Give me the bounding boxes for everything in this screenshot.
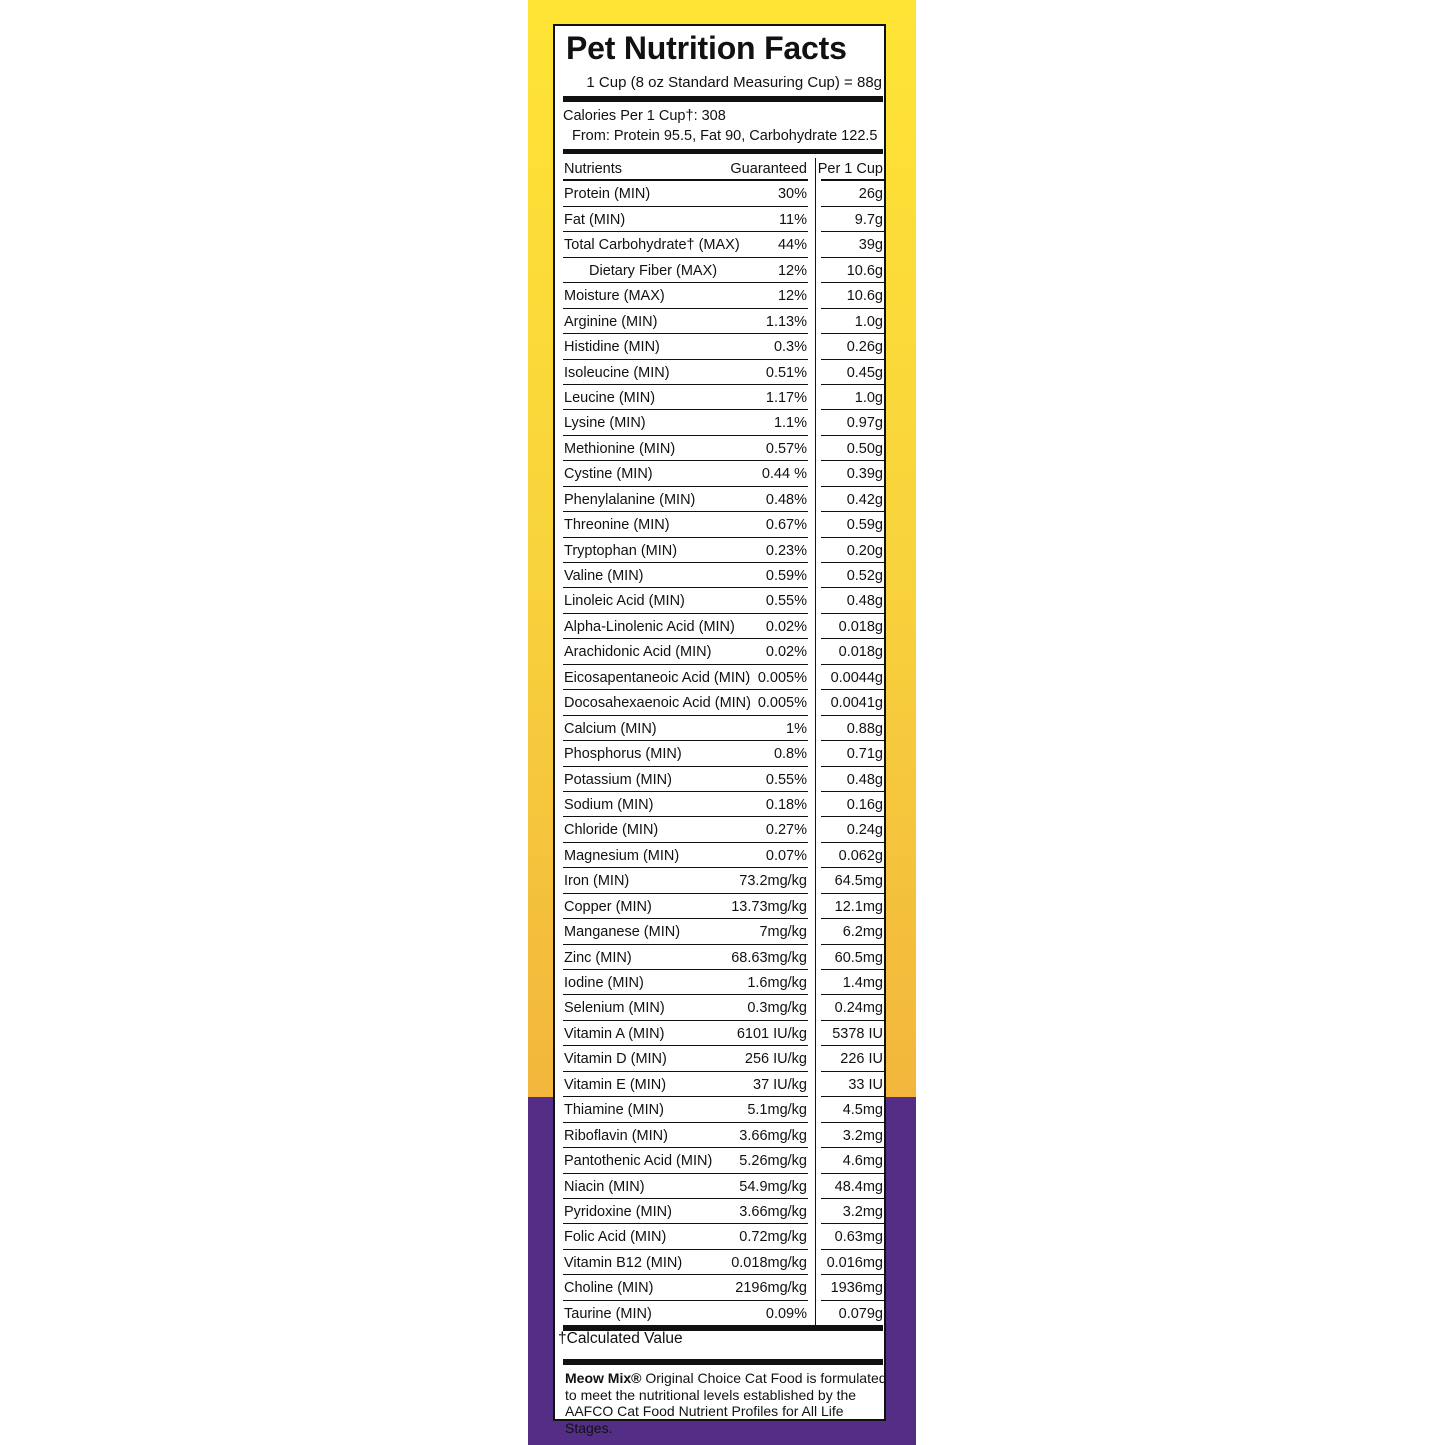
per-cup-value: 6.2mg [842, 924, 883, 941]
per-cup-value: 0.52g [846, 568, 883, 584]
guaranteed-value: 3.66mg/kg [739, 1127, 807, 1144]
per-cup-value: 3.2mg [842, 1203, 883, 1220]
nutrient-name: Dietary Fiber (MAX) [589, 262, 718, 279]
table-row [555, 995, 886, 1020]
nutrient-name: Calcium (MIN) [564, 720, 657, 737]
per-cup-value: 1936mg [830, 1280, 883, 1297]
per-cup-value: 39g [858, 237, 883, 254]
nutrient-name: Valine (MIN) [564, 568, 644, 584]
per-cup-value: 10.6g [846, 288, 883, 305]
guaranteed-value: 0.72mg/kg [739, 1229, 807, 1246]
nutrient-name: Arachidonic Acid (MIN) [564, 644, 712, 661]
nutrient-name: Pantothenic Acid (MIN) [564, 1153, 713, 1170]
table-row [555, 1301, 886, 1326]
nutrient-name: Folic Acid (MIN) [564, 1229, 667, 1246]
nutrient-name: Vitamin B12 (MIN) [564, 1254, 683, 1271]
per-cup-value: 1.0g [854, 389, 883, 406]
guaranteed-value: 1.13% [765, 313, 807, 330]
table-row [555, 1250, 886, 1275]
per-cup-value: 0.26g [846, 339, 883, 356]
guaranteed-value: 73.2mg/kg [739, 873, 807, 890]
guaranteed-value: 0.005% [757, 669, 807, 686]
table-row [555, 639, 886, 664]
per-cup-value: 1.0g [854, 313, 883, 330]
nutrient-name: Zinc (MIN) [564, 949, 632, 966]
label-title: Pet Nutrition Facts [566, 30, 847, 66]
per-cup-value: 0.88g [846, 720, 883, 737]
nutrient-name: Isoleucine (MIN) [564, 364, 670, 381]
guaranteed-value: 0.09% [765, 1305, 807, 1322]
nutrient-name: Niacin (MIN) [564, 1178, 645, 1195]
column-header-per-cup: Per 1 Cup [817, 161, 883, 177]
nutrient-name: Lysine (MIN) [564, 415, 646, 432]
table-row [555, 487, 886, 512]
per-cup-value: 33 IU [848, 1076, 883, 1093]
nutrient-name: Magnesium (MIN) [564, 847, 680, 864]
guaranteed-value: 30% [777, 186, 807, 203]
guaranteed-value: 0.02% [765, 644, 807, 661]
nutrient-name: Choline (MIN) [564, 1280, 654, 1297]
guaranteed-value: 1.6mg/kg [747, 975, 807, 991]
table-row [555, 258, 886, 283]
table-row [555, 334, 886, 359]
guaranteed-value: 37 IU/kg [753, 1076, 807, 1093]
nutrient-name: Histidine (MIN) [564, 339, 660, 356]
table-row [555, 919, 886, 944]
column-header-guaranteed: Guaranteed [730, 161, 807, 177]
table-row [555, 461, 886, 486]
nutrient-name: Vitamin A (MIN) [564, 1025, 665, 1042]
per-cup-value: 48.4mg [834, 1178, 883, 1195]
nutrient-name: Vitamin D (MIN) [564, 1051, 667, 1068]
table-row [555, 360, 886, 385]
nutrient-name: Riboflavin (MIN) [564, 1127, 668, 1144]
table-row [555, 868, 886, 893]
per-cup-value: 0.39g [846, 466, 883, 483]
guaranteed-value: 0.07% [765, 847, 807, 864]
nutrient-table [555, 156, 886, 1326]
nutrient-name: Leucine (MIN) [564, 389, 656, 406]
per-cup-value: 4.5mg [842, 1102, 883, 1119]
table-row [555, 512, 886, 537]
guaranteed-value: 0.005% [757, 695, 807, 712]
guaranteed-value: 0.02% [765, 618, 807, 635]
guaranteed-value: 7mg/kg [759, 924, 807, 941]
nutrient-name: Iodine (MIN) [564, 975, 644, 991]
per-cup-value: 0.0044g [830, 669, 883, 686]
calories-line: Calories Per 1 Cup†: 308 [563, 108, 726, 124]
table-row [555, 792, 886, 817]
guaranteed-value: 0.3% [773, 339, 807, 356]
guaranteed-value: 256 IU/kg [744, 1051, 807, 1068]
table-row [555, 588, 886, 613]
guaranteed-value: 12% [777, 288, 807, 305]
per-cup-value: 0.97g [846, 415, 883, 432]
table-row [555, 385, 886, 410]
guaranteed-value: 0.8% [773, 746, 807, 763]
nutrient-name: Potassium (MIN) [564, 771, 672, 788]
nutrient-name: Arginine (MIN) [564, 313, 658, 330]
guaranteed-value: 0.51% [765, 364, 807, 381]
nutrient-name: Fat (MIN) [564, 211, 626, 228]
guaranteed-value: 0.59% [765, 568, 807, 584]
nutrient-name: Methionine (MIN) [564, 440, 676, 457]
table-row [555, 1224, 886, 1249]
guaranteed-value: 0.18% [765, 796, 807, 813]
table-row [555, 945, 886, 970]
nutrient-name: Cystine (MIN) [564, 466, 653, 483]
calories-from-line: From: Protein 95.5, Fat 90, Carbohydrate 122.5 [572, 128, 878, 144]
nutrient-name: Copper (MIN) [564, 898, 652, 915]
nutrient-name: Manganese (MIN) [564, 924, 681, 941]
guaranteed-value: 54.9mg/kg [739, 1178, 807, 1195]
per-cup-value: 1.4mg [842, 975, 883, 991]
table-row [555, 309, 886, 334]
nutrient-name: Chloride (MIN) [564, 822, 659, 839]
guaranteed-value: 1.1% [773, 415, 807, 432]
thick-divider [563, 149, 883, 154]
table-row [555, 410, 886, 435]
nutrient-name: Iron (MIN) [564, 873, 630, 890]
per-cup-value: 0.71g [846, 746, 883, 763]
guaranteed-value: 12% [777, 262, 807, 279]
nutrient-name: Tryptophan (MIN) [564, 542, 678, 559]
nutrient-name: Vitamin E (MIN) [564, 1076, 667, 1093]
table-row [555, 767, 886, 792]
statement-text: Original Choice Cat Food is formulated to meet the nutritional levels established by the AAFCO Cat Food Nutrient Profiles for All Life Stages. [565, 1370, 887, 1436]
nutrient-name: Taurine (MIN) [564, 1305, 652, 1322]
per-cup-value: 10.6g [846, 262, 883, 279]
aafco-statement [565, 1370, 887, 1436]
table-row [555, 181, 886, 206]
table-row [555, 690, 886, 715]
thick-divider [563, 96, 883, 102]
table-row [555, 716, 886, 741]
table-row [555, 1174, 886, 1199]
nutrient-name: Total Carbohydrate† (MAX) [564, 237, 740, 254]
table-header-row [555, 156, 886, 181]
footnote: †Calculated Value [558, 1330, 683, 1347]
table-row [555, 1199, 886, 1224]
guaranteed-value: 0.3mg/kg [747, 1000, 807, 1017]
per-cup-value: 0.24g [846, 822, 883, 839]
nutrient-name: Eicosapentaneoic Acid (MIN) [564, 669, 751, 686]
table-row [555, 1021, 886, 1046]
per-cup-value: 0.062g [838, 847, 883, 864]
nutrition-facts-label [553, 24, 887, 1436]
guaranteed-value: 0.57% [765, 440, 807, 457]
guaranteed-value: 0.48% [765, 491, 807, 508]
table-row [555, 1097, 886, 1122]
nutrient-name: Threonine (MIN) [564, 517, 670, 534]
guaranteed-value: 0.27% [765, 822, 807, 839]
nutrient-name: Moisture (MAX) [564, 288, 665, 305]
column-divider [815, 158, 816, 1326]
nutrient-name: Docosahexaenoic Acid (MIN) [564, 695, 751, 712]
table-row [555, 232, 886, 257]
per-cup-value: 0.16g [846, 796, 883, 813]
per-cup-value: 226 IU [840, 1051, 883, 1068]
per-cup-value: 9.7g [854, 211, 883, 228]
per-cup-value: 12.1mg [834, 898, 883, 915]
column-header-nutrients: Nutrients [564, 161, 623, 177]
per-cup-value: 0.018g [838, 644, 883, 661]
guaranteed-value: 2196mg/kg [735, 1280, 807, 1297]
per-cup-value: 4.6mg [842, 1153, 883, 1170]
table-row [555, 436, 886, 461]
per-cup-value: 0.24mg [834, 1000, 883, 1017]
table-row [555, 894, 886, 919]
guaranteed-value: 1% [786, 720, 807, 737]
nutrient-name: Phenylalanine (MIN) [564, 491, 696, 508]
table-row [555, 1123, 886, 1148]
brand-name: Meow Mix® [565, 1370, 642, 1386]
guaranteed-value: 3.66mg/kg [739, 1203, 807, 1220]
guaranteed-value: 0.67% [765, 517, 807, 534]
per-cup-value: 0.50g [846, 440, 883, 457]
per-cup-value: 0.018g [838, 618, 883, 635]
guaranteed-value: 0.018mg/kg [731, 1254, 807, 1271]
nutrient-name: Selenium (MIN) [564, 1000, 665, 1017]
per-cup-value: 0.63mg [834, 1229, 883, 1246]
table-row [555, 817, 886, 842]
guaranteed-value: 13.73mg/kg [731, 898, 807, 915]
table-row [555, 1046, 886, 1071]
table-row [555, 1072, 886, 1097]
guaranteed-value: 6101 IU/kg [736, 1025, 807, 1042]
guaranteed-value: 5.26mg/kg [739, 1153, 807, 1170]
guaranteed-value: 5.1mg/kg [747, 1102, 807, 1119]
thick-divider [563, 1359, 883, 1365]
per-cup-value: 5378 IU [832, 1025, 883, 1042]
guaranteed-value: 1.17% [765, 389, 807, 406]
serving-size: 1 Cup (8 oz Standard Measuring Cup) = 88g [586, 74, 882, 91]
table-row [555, 1275, 886, 1300]
table-row [555, 283, 886, 308]
per-cup-value: 60.5mg [834, 949, 883, 966]
nutrient-name: Alpha-Linolenic Acid (MIN) [564, 618, 735, 635]
per-cup-value: 26g [858, 186, 883, 203]
per-cup-value: 0.079g [838, 1305, 883, 1322]
nutrient-name: Linoleic Acid (MIN) [564, 593, 685, 610]
table-row [555, 614, 886, 639]
nutrient-name: Protein (MIN) [564, 186, 651, 203]
nutrient-name: Sodium (MIN) [564, 796, 654, 813]
per-cup-value: 0.48g [846, 593, 883, 610]
per-cup-value: 0.48g [846, 771, 883, 788]
guaranteed-value: 0.23% [765, 542, 807, 559]
table-row [555, 665, 886, 690]
per-cup-value: 0.016mg [826, 1254, 883, 1271]
per-cup-value: 0.0041g [830, 695, 883, 712]
table-row [555, 1148, 886, 1173]
guaranteed-value: 44% [777, 237, 807, 254]
table-row [555, 538, 886, 563]
table-row [555, 563, 886, 588]
guaranteed-value: 68.63mg/kg [731, 949, 807, 966]
nutrient-name: Phosphorus (MIN) [564, 746, 682, 763]
per-cup-value: 64.5mg [834, 873, 883, 890]
table-row [555, 843, 886, 868]
per-cup-value: 3.2mg [842, 1127, 883, 1144]
guaranteed-value: 0.55% [765, 771, 807, 788]
table-row [555, 207, 886, 232]
table-row [555, 970, 886, 995]
table-row [555, 741, 886, 766]
nutrient-name: Thiamine (MIN) [564, 1102, 664, 1119]
per-cup-value: 0.42g [846, 491, 883, 508]
guaranteed-value: 0.55% [765, 593, 807, 610]
per-cup-value: 0.45g [846, 364, 883, 381]
per-cup-value: 0.20g [846, 542, 883, 559]
per-cup-value: 0.59g [846, 517, 883, 534]
guaranteed-value: 0.44 % [761, 466, 807, 483]
guaranteed-value: 11% [779, 211, 807, 228]
nutrient-name: Pyridoxine (MIN) [564, 1203, 672, 1220]
